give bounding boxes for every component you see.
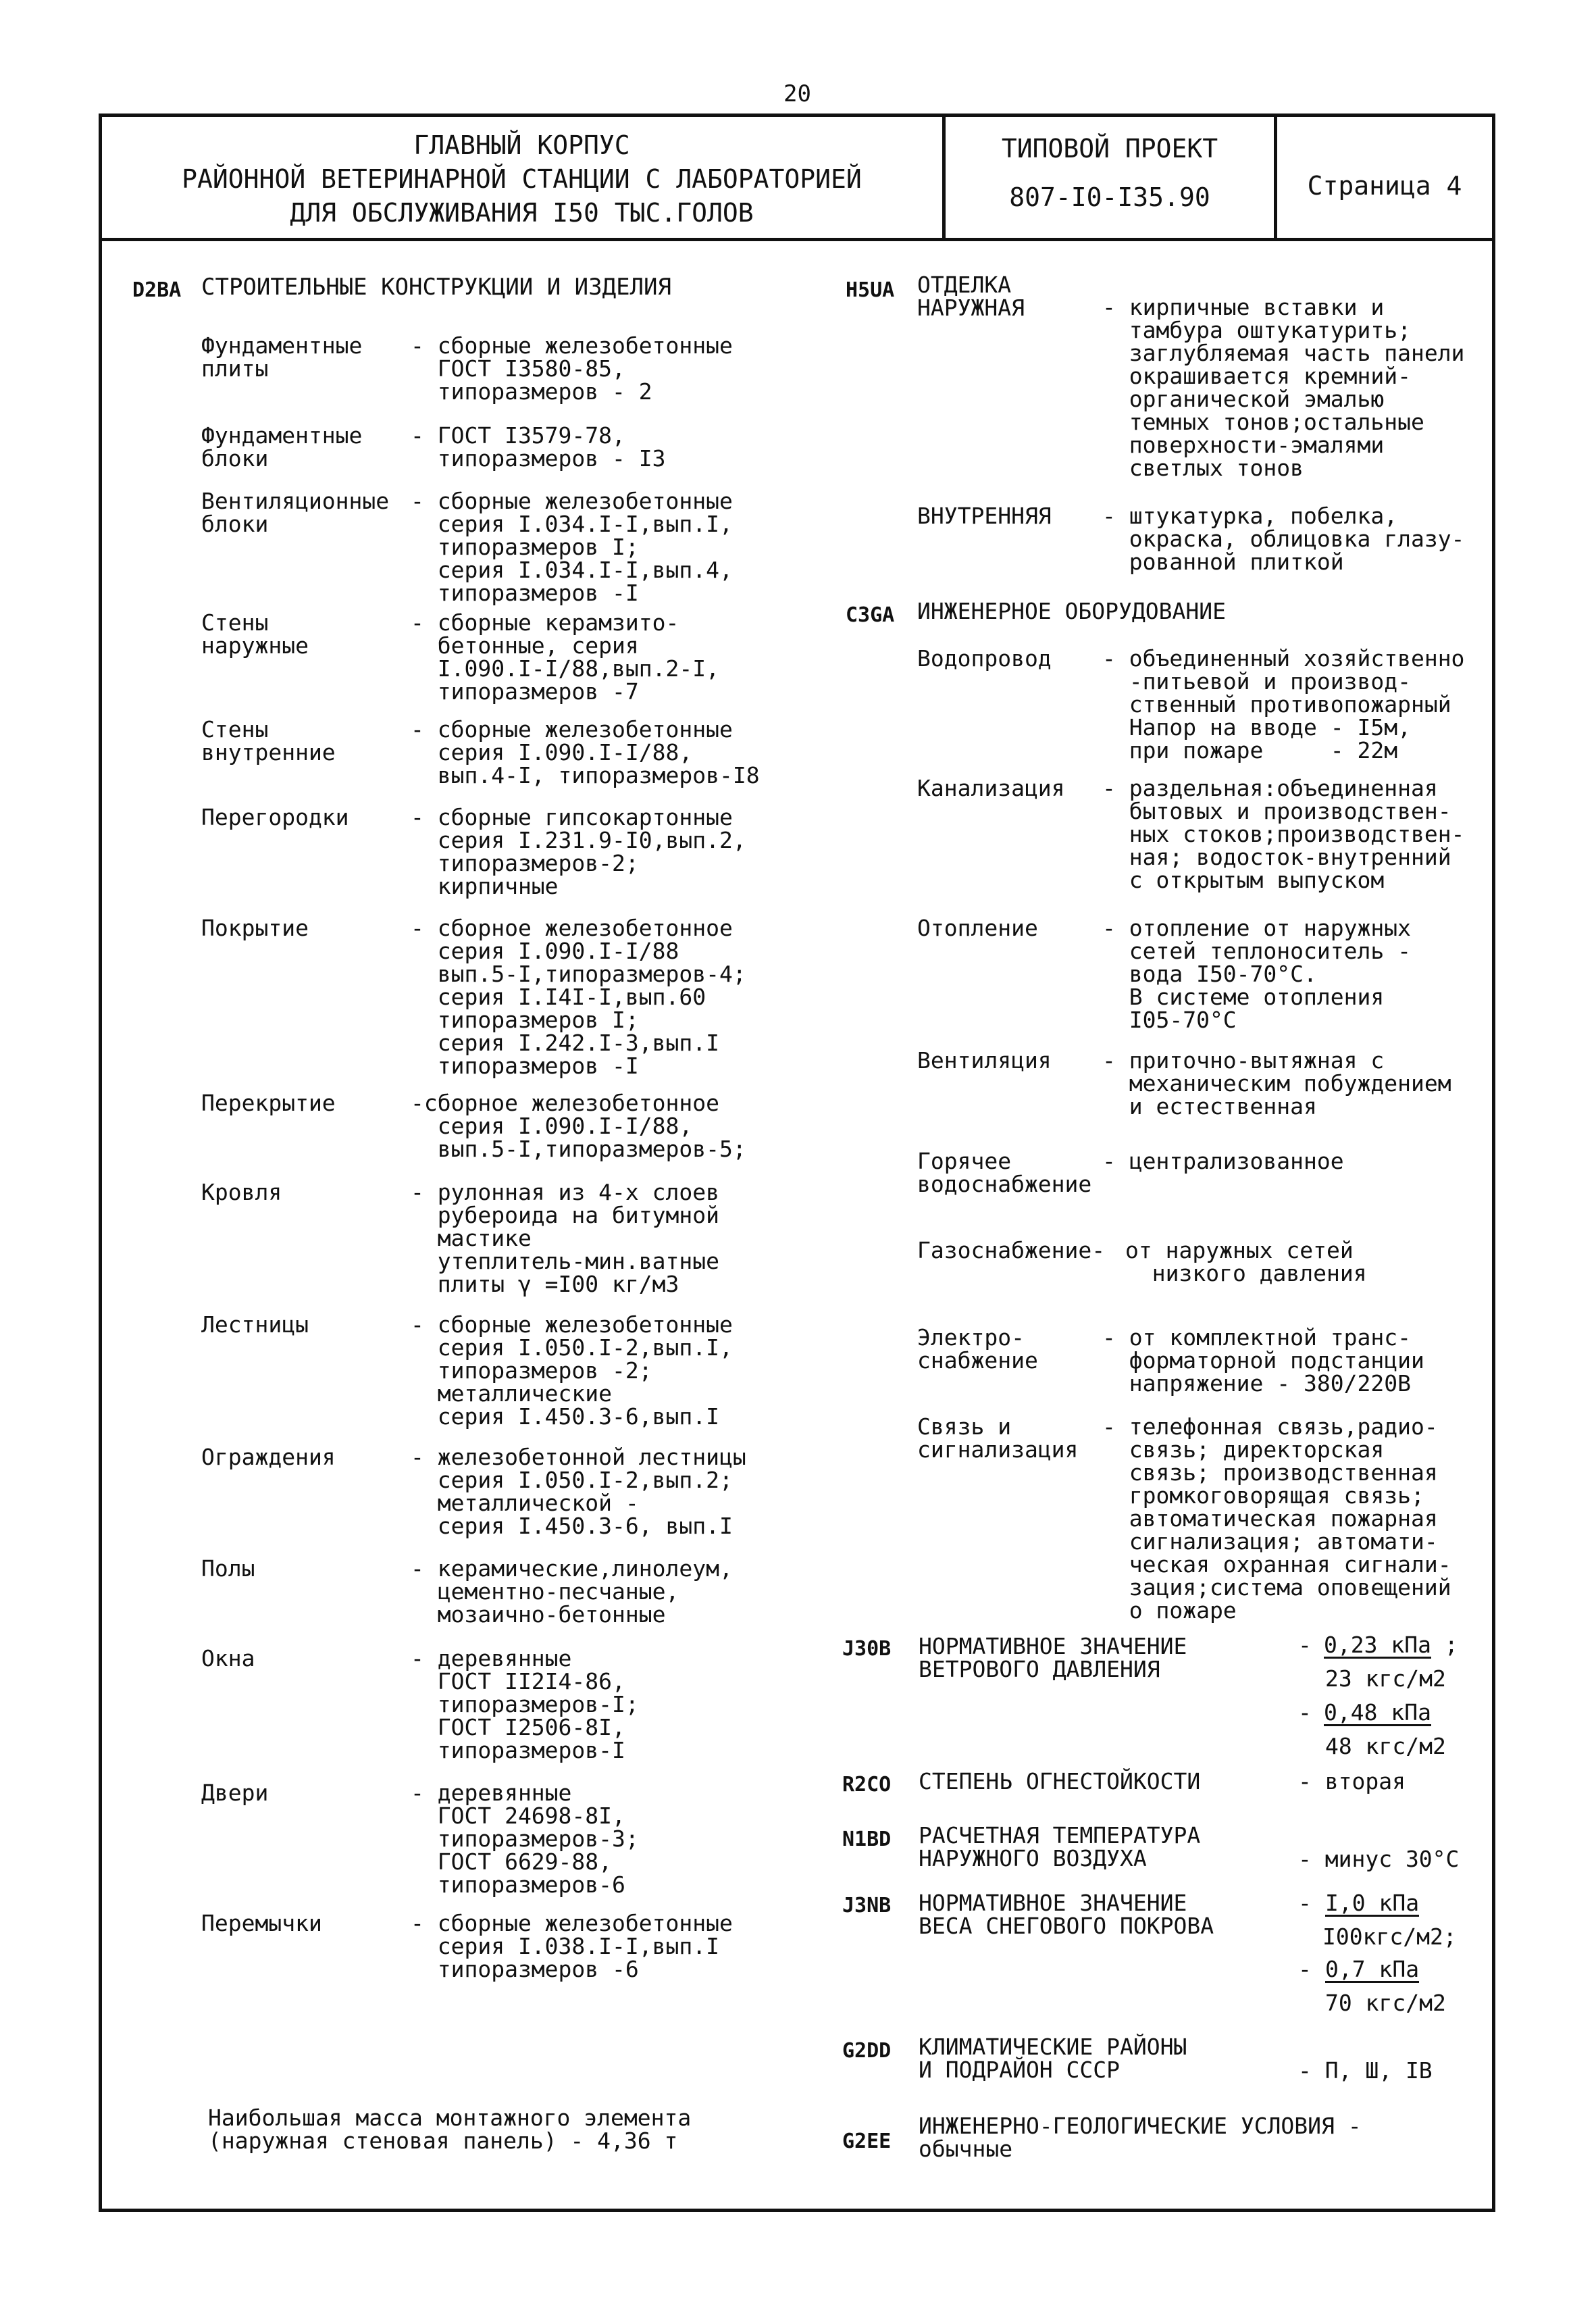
item-value: - сборные железобетонные серия I.090.I-I/88, вып.4-I, типоразмеров-I8 [411, 716, 760, 788]
item-label: Покрытие [201, 915, 309, 941]
snow-value-2: 0,7 кПа [1325, 1956, 1420, 1982]
snow-value-1: I,0 кПа [1325, 1890, 1420, 1916]
section-code-engineering: C3GA [846, 603, 895, 627]
eng-item-value: - телефонная связь,радио- связь; директорская связь; производственная громкоговорящая связь; автоматическая пожарная сигнализация; автомати- ческая охранная сигнали- зация;система оповещений о пожаре [1102, 1413, 1451, 1624]
eng-item-label: Отопление [917, 915, 1038, 941]
item-label: Перемычки [201, 1910, 322, 1936]
item-value: - сборные железобетонные серия I.050.I-2,вып.I, типоразмеров -2; металлические серия I.450.3-6,вып.I [411, 1311, 733, 1430]
item-value: - железобетонной лестницы серия I.050.I-2,вып.2; металлической - серия I.450.3-6, вып.I [411, 1444, 746, 1539]
fire-value: - вторая [1298, 1768, 1406, 1794]
wind-value-1: 0,23 кПа ; [1324, 1632, 1458, 1658]
snow-dash-2: - [1298, 1956, 1325, 1982]
finish-inner-value: - штукатурка, побелка, окраска, облицовка глазу- рованной плиткой [1102, 503, 1465, 575]
eng-item-value: - раздельная:объединенная бытовых и производствен- ных стоков;производствен- ная; водосток-внутренний с открытым выпуском [1102, 775, 1465, 893]
eng-item-label: Связь и сигнализация [917, 1413, 1079, 1463]
eng-item-label: Водопровод [917, 645, 1052, 672]
project-label: ТИПОВОЙ ПРОЕКТ [1001, 134, 1218, 164]
wind-code: J30B [842, 1637, 892, 1661]
item-value: - сборное железобетонное серия I.090.I-I/88 вып.5-I,типоразмеров-4; серия I.I4I-I,вып.60 типоразмеров I; серия I.242.I-3,вып.I типоразмеров -I [411, 915, 746, 1079]
finish-inner-label: ВНУТРЕННЯЯ [917, 503, 1052, 529]
snow-value-2b: 70 кгс/м2 [1325, 1990, 1446, 2016]
eng-item-value: - от комплектной транс- форматорной подстанции напряжение - 380/220В [1102, 1324, 1424, 1397]
item-label: Полы [201, 1555, 255, 1582]
finish-outer-value: - кирпичные вставки и тамбура оштукатурить; заглубляемая часть панели окрашивается кремний- органической эмалью темных тонов;остальные поверхности-эмалями светлых тонов [1102, 294, 1465, 481]
item-label: Вентиляционные блоки [201, 488, 390, 537]
item-label: Окна [201, 1645, 255, 1671]
snow-value-1b: I00кгс/м2; [1322, 1923, 1457, 1950]
item-value: - деревянные ГОСТ II2I4-86, типоразмеров-I; ГОСТ I2506-8I, типоразмеров-I [411, 1645, 639, 1763]
title-line-3: ДЛЯ ОБСЛУЖИВАНИЯ I50 ТЫС.ГОЛОВ [290, 198, 754, 228]
item-value: - сборные керамзито- бетонные, серия I.090.I-I/88,вып.2-I, типоразмеров -7 [411, 609, 719, 705]
eng-item-label: Канализация [917, 775, 1065, 801]
item-value: - сборные железобетонные серия I.038.I-I,вып.I типоразмеров -6 [411, 1910, 733, 1982]
item-label: Стены внутренние [201, 716, 336, 765]
climate-code: G2DD [842, 2039, 892, 2063]
title-line-2: РАЙОННОЙ ВЕТЕРИНАРНОЙ СТАНЦИИ С ЛАБОРАТОРИЕЙ [182, 164, 862, 194]
section-title-engineering: ИНЖЕНЕРНОЕ ОБОРУДОВАНИЕ [917, 598, 1226, 624]
header-divider [99, 238, 1495, 241]
item-value: - деревянные ГОСТ 24698-8I, типоразмеров-3; ГОСТ 6629-88, типоразмеров-6 [411, 1780, 639, 1898]
eng-item-value: - объединенный хозяйственно -питьевой и производ- ственный противопожарный Напор на вводе - I5м, при пожаре - 22м [1102, 645, 1465, 763]
item-label: Стены наружные [201, 609, 309, 659]
section-code-finish: H5UA [846, 278, 895, 302]
project-number: 807-I0-I35.90 [1009, 182, 1210, 212]
item-value: - рулонная из 4-х слоев рубероида на битумной мастике утеплитель-мин.ватные плиты γ =I00 кг/м3 [411, 1179, 719, 1297]
wind-dash-1: - [1298, 1632, 1325, 1658]
item-label: Лестницы [201, 1311, 309, 1338]
eng-item-label: Вентиляция [917, 1047, 1052, 1074]
climate-value: - П, Ш, IВ [1298, 2057, 1433, 2084]
climate-title: КЛИМАТИЧЕСКИЕ РАЙОНЫ И ПОДРАЙОН СССР [919, 2034, 1187, 2083]
item-label: Перегородки [201, 804, 349, 830]
eng-item-value: - централизованное [1102, 1148, 1344, 1174]
eng-item-value: - отопление от наружных сетей теплоноситель - вода I50-70°С. В системе отопления I05-70°С [1102, 915, 1411, 1033]
item-value: - керамические,линолеум, цементно-песчаные, мозаично-бетонные [411, 1555, 733, 1628]
item-value: - сборные железобетонные серия I.034.I-I,вып.I, типоразмеров I; серия I.034.I-I,вып.4, типоразмеров -I [411, 488, 733, 606]
eng-item-label: Горячее водоснабжение [917, 1148, 1092, 1197]
temp-value: - минус 30°С [1298, 1846, 1460, 1872]
item-value: - сборные железобетонные ГОСТ I3580-85, типоразмеров - 2 [411, 332, 733, 405]
eng-item-value: - приточно-вытяжная с механическим побуждением и естественная [1102, 1047, 1451, 1120]
title-line-1: ГЛАВНЫЙ КОРПУС [413, 130, 630, 160]
wind-value-1b: 23 кгс/м2 [1325, 1665, 1446, 1692]
wind-title: НОРМАТИВНОЕ ЗНАЧЕНИЕ ВЕТРОВОГО ДАВЛЕНИЯ [919, 1633, 1187, 1682]
eng-item-value: от наружных сетей низкого давления [1125, 1237, 1367, 1286]
footnote: Наибольшая масса монтажного элемента (наружная стеновая панель) - 4,36 т [208, 2105, 692, 2154]
eng-item-label: Электро- снабжение [917, 1324, 1038, 1374]
item-label: Кровля [201, 1179, 282, 1205]
page-number: 20 [783, 80, 811, 107]
item-label: Двери [201, 1780, 269, 1806]
item-label: Фундаментные плиты [201, 332, 363, 382]
temp-title: РАСЧЕТНАЯ ТЕМПЕРАТУРА НАРУЖНОГО ВОЗДУХА [919, 1822, 1201, 1871]
temp-code: N1BD [842, 1828, 892, 1851]
fire-code: R2CO [842, 1773, 892, 1796]
section-code-structures: D2BA [132, 278, 182, 302]
eng-item-label: Газоснабжение- [917, 1237, 1106, 1263]
wind-value-2b: 48 кгс/м2 [1325, 1733, 1446, 1759]
document-title [101, 128, 942, 230]
item-label: Ограждения [201, 1444, 336, 1470]
snow-dash-1: - [1298, 1890, 1325, 1916]
item-label: Перекрытие [201, 1090, 336, 1116]
geo-title: ИНЖЕНЕРНО-ГЕОЛОГИЧЕСКИЕ УСЛОВИЯ - обычные [919, 2113, 1362, 2162]
snow-code: J3NB [842, 1894, 892, 1917]
snow-title: НОРМАТИВНОЕ ЗНАЧЕНИЕ ВЕСА СНЕГОВОГО ПОКРОВА [919, 1890, 1214, 1939]
item-value: - ГОСТ I3579-78, типоразмеров - I3 [411, 422, 666, 472]
wind-dash-2: - [1298, 1699, 1325, 1726]
item-value: -сборное железобетонное серия I.090.I-I/88, вып.5-I,типоразмеров-5; [411, 1090, 746, 1162]
fire-title: СТЕПЕНЬ ОГНЕСТОЙКОСТИ [919, 1768, 1201, 1794]
wind-value-2: 0,48 кПа [1324, 1699, 1431, 1726]
item-label: Фундаментные блоки [201, 422, 363, 472]
project-block [946, 132, 1274, 214]
section-title-finish: ОТДЕЛКА НАРУЖНАЯ [917, 272, 1025, 321]
item-value: - сборные гипсокартонные серия I.231.9-I0,вып.2, типоразмеров-2; кирпичные [411, 804, 746, 899]
section-title-structures: СТРОИТЕЛЬНЫЕ КОНСТРУКЦИИ И ИЗДЕЛИЯ [201, 274, 671, 301]
page-label: Страница 4 [1307, 171, 1462, 201]
geo-code: G2EE [842, 2130, 892, 2153]
